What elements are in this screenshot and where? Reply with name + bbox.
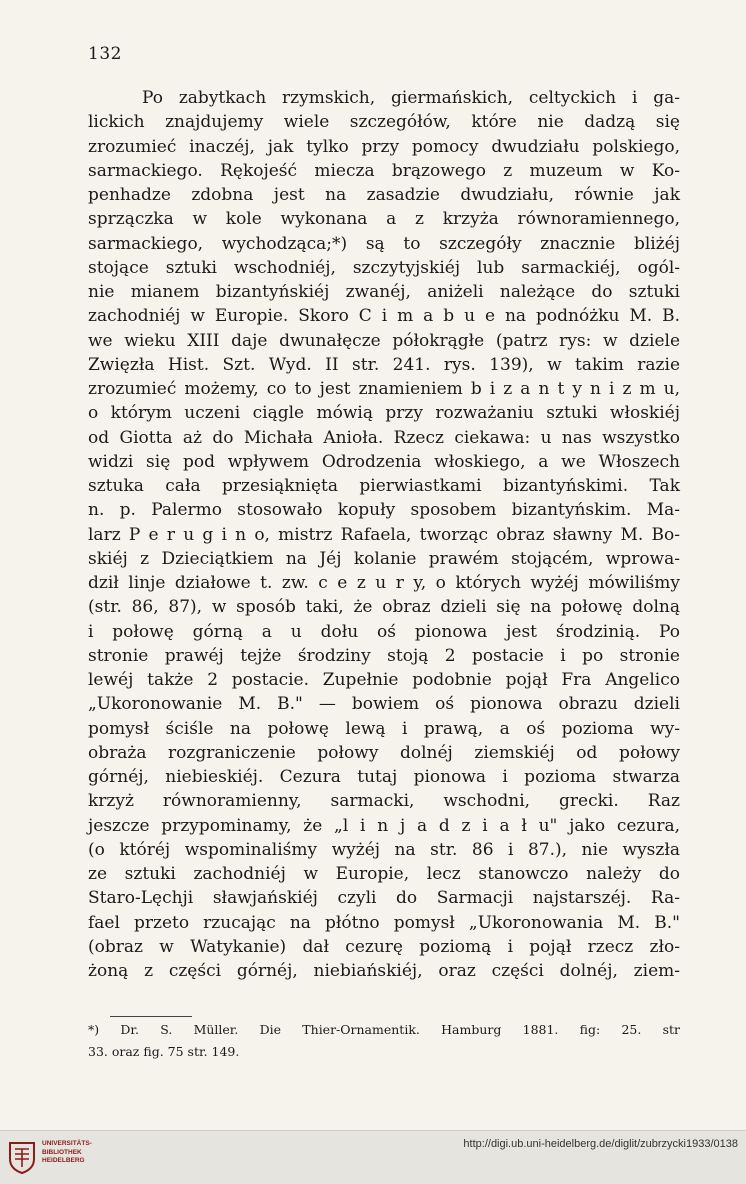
footnote-line: 33. oraz fig. 75 str. 149. [88,1044,240,1059]
library-logo-icon [7,1139,37,1175]
text-line: (o któréj wspominaliśmy wyżéj na str. 86 i 87.), nie wyszła [88,839,680,860]
library-name [42,1140,92,1166]
library-footer [0,1130,746,1184]
text-line: ze sztuki zachodniéj w Europie, lecz stanowczo należy do [88,864,680,884]
text-line: lickich znajdujemy wiele szczegółów, które nie dadzą się [88,112,680,133]
text-line: (str. 86, 87), w sposób taki, że obraz dzieli się na połowę dolną [88,597,680,618]
text-line: Staro-Lęchji sławjańskiéj czyli do Sarmacji najstarszéj. Ra- [88,888,680,909]
text-line: nie mianem bizantyńskiéj zwanéj, aniżeli należące do sztuki [88,282,680,302]
text-line: skiéj z Dzieciątkiem na Jéj kolanie prawém stojącém, wprowa- [88,548,680,569]
text-line: „Ukoronowanie M. B." — bowiem oś pionowa obrazu dzieli [88,694,680,715]
text-line: obraża rozgraniczenie połowy dolnéj ziemskiéj od połowy [88,742,680,763]
text-line: penhadze zdobna jest na zasadzie dwudziału, równie jak [88,185,680,205]
text-line: widzi się pod wpływem Odrodzenia włoskiego, a we Włoszech [88,451,680,472]
text-line: sarmackiego. Rękojeść miecza brązowego z muzeum w Ko- [88,160,680,181]
text-line: dził linje działowe t. zw. c e z u r y, o których wyżéj mówiliśmy [88,573,680,593]
text-line: zrozumieć możemy, co to jest znamieniem b i z a n t y n i z m u, [88,379,680,399]
text-line: sprzączka w kole wykonana a z krzyża równoramiennego, [88,209,680,230]
text-line: (obraz w Watykanie) dał cezurę poziomą i pojął rzecz zło- [88,936,680,957]
text-line: krzyż równoramienny, sarmacki, wschodni, grecki. Raz [88,791,680,812]
text-line: larz P e r u g i n o, mistrz Rafaela, tworząc obraz sławny M. Bo- [88,524,680,545]
text-line: górnéj, niebieskiéj. Cezura tutaj pionowa i pozioma stwarza [88,767,680,787]
text-line: i połowę górną a u dołu oś pionowa jest środzinią. Po [88,621,680,642]
footnote [88,1019,680,1063]
page-number: 132 [88,44,122,64]
body-text [88,86,680,983]
text-line: zachodniéj w Europie. Skoro C i m a b u e na podnóżku M. B. [88,306,680,327]
library-name-line: UNIVERSITÄTS- [42,1140,92,1147]
text-line: lewéj także 2 postacie. Zupełnie podobnie pojął Fra Angelico [88,670,680,690]
text-line: Zwięzła Hist. Szt. Wyd. II str. 241. rys. 139), w takim razie [88,354,680,375]
text-line: żoną z części górnéj, niebiańskiéj, oraz części dolnéj, ziem- [88,961,680,981]
footnote-divider [110,1016,192,1017]
text-line: n. p. Palermo stosowało kopuły sposobem bizantyńskim. Ma- [88,500,680,521]
text-line: sarmackiego, wychodząca;*) są to szczegóły znacznie bliżéj [88,233,680,254]
text-line: zrozumieć inaczéj, jak tylko przy pomocy dwudziału polskiego, [88,136,680,157]
text-line: fael przeto rzucając na płótno pomysł „Ukoronowania M. B." [88,912,680,933]
text-line: we wieku XIII daje dwunałęcze półokrągłe (patrz rys: w dziele [88,330,680,351]
text-line: stojące sztuki wschodniéj, szczytyjskiéj lub sarmackiéj, ogól- [88,257,680,278]
text-line: od Giotta aż do Michała Anioła. Rzecz ciekawa: u nas wszystko [88,427,680,448]
library-name-line: HEIDELBERG [42,1157,85,1164]
text-line: sztuka cała przesiąknięta pierwiastkami bizantyńskimi. Tak [88,476,680,496]
text-line: jeszcze przypominamy, że „l i n j a d z i a ł u" jako cezura, [88,815,680,836]
text-line: pomysł ściśle na połowę lewą i prawą, a oś pozioma wy- [88,718,680,739]
text-line: o którym uczeni ciągle mówią przy rozważaniu sztuki włoskiéj [88,403,680,424]
text-line: Po zabytkach rzymskich, giermańskich, celtyckich i ga- [142,88,680,108]
digital-copy-link[interactable]: http://digi.ub.uni-heidelberg.de/diglit/zubrzycki1933/0138 [463,1138,738,1150]
text-line: stronie prawéj tejże środziny stoją 2 postacie i po stronie [88,645,680,666]
library-name-line: BIBLIOTHEK [42,1148,82,1156]
footnote-line: *) Dr. S. Müller. Die Thier-Ornamentik. Hamburg 1881. fig: 25. str [88,1022,680,1037]
